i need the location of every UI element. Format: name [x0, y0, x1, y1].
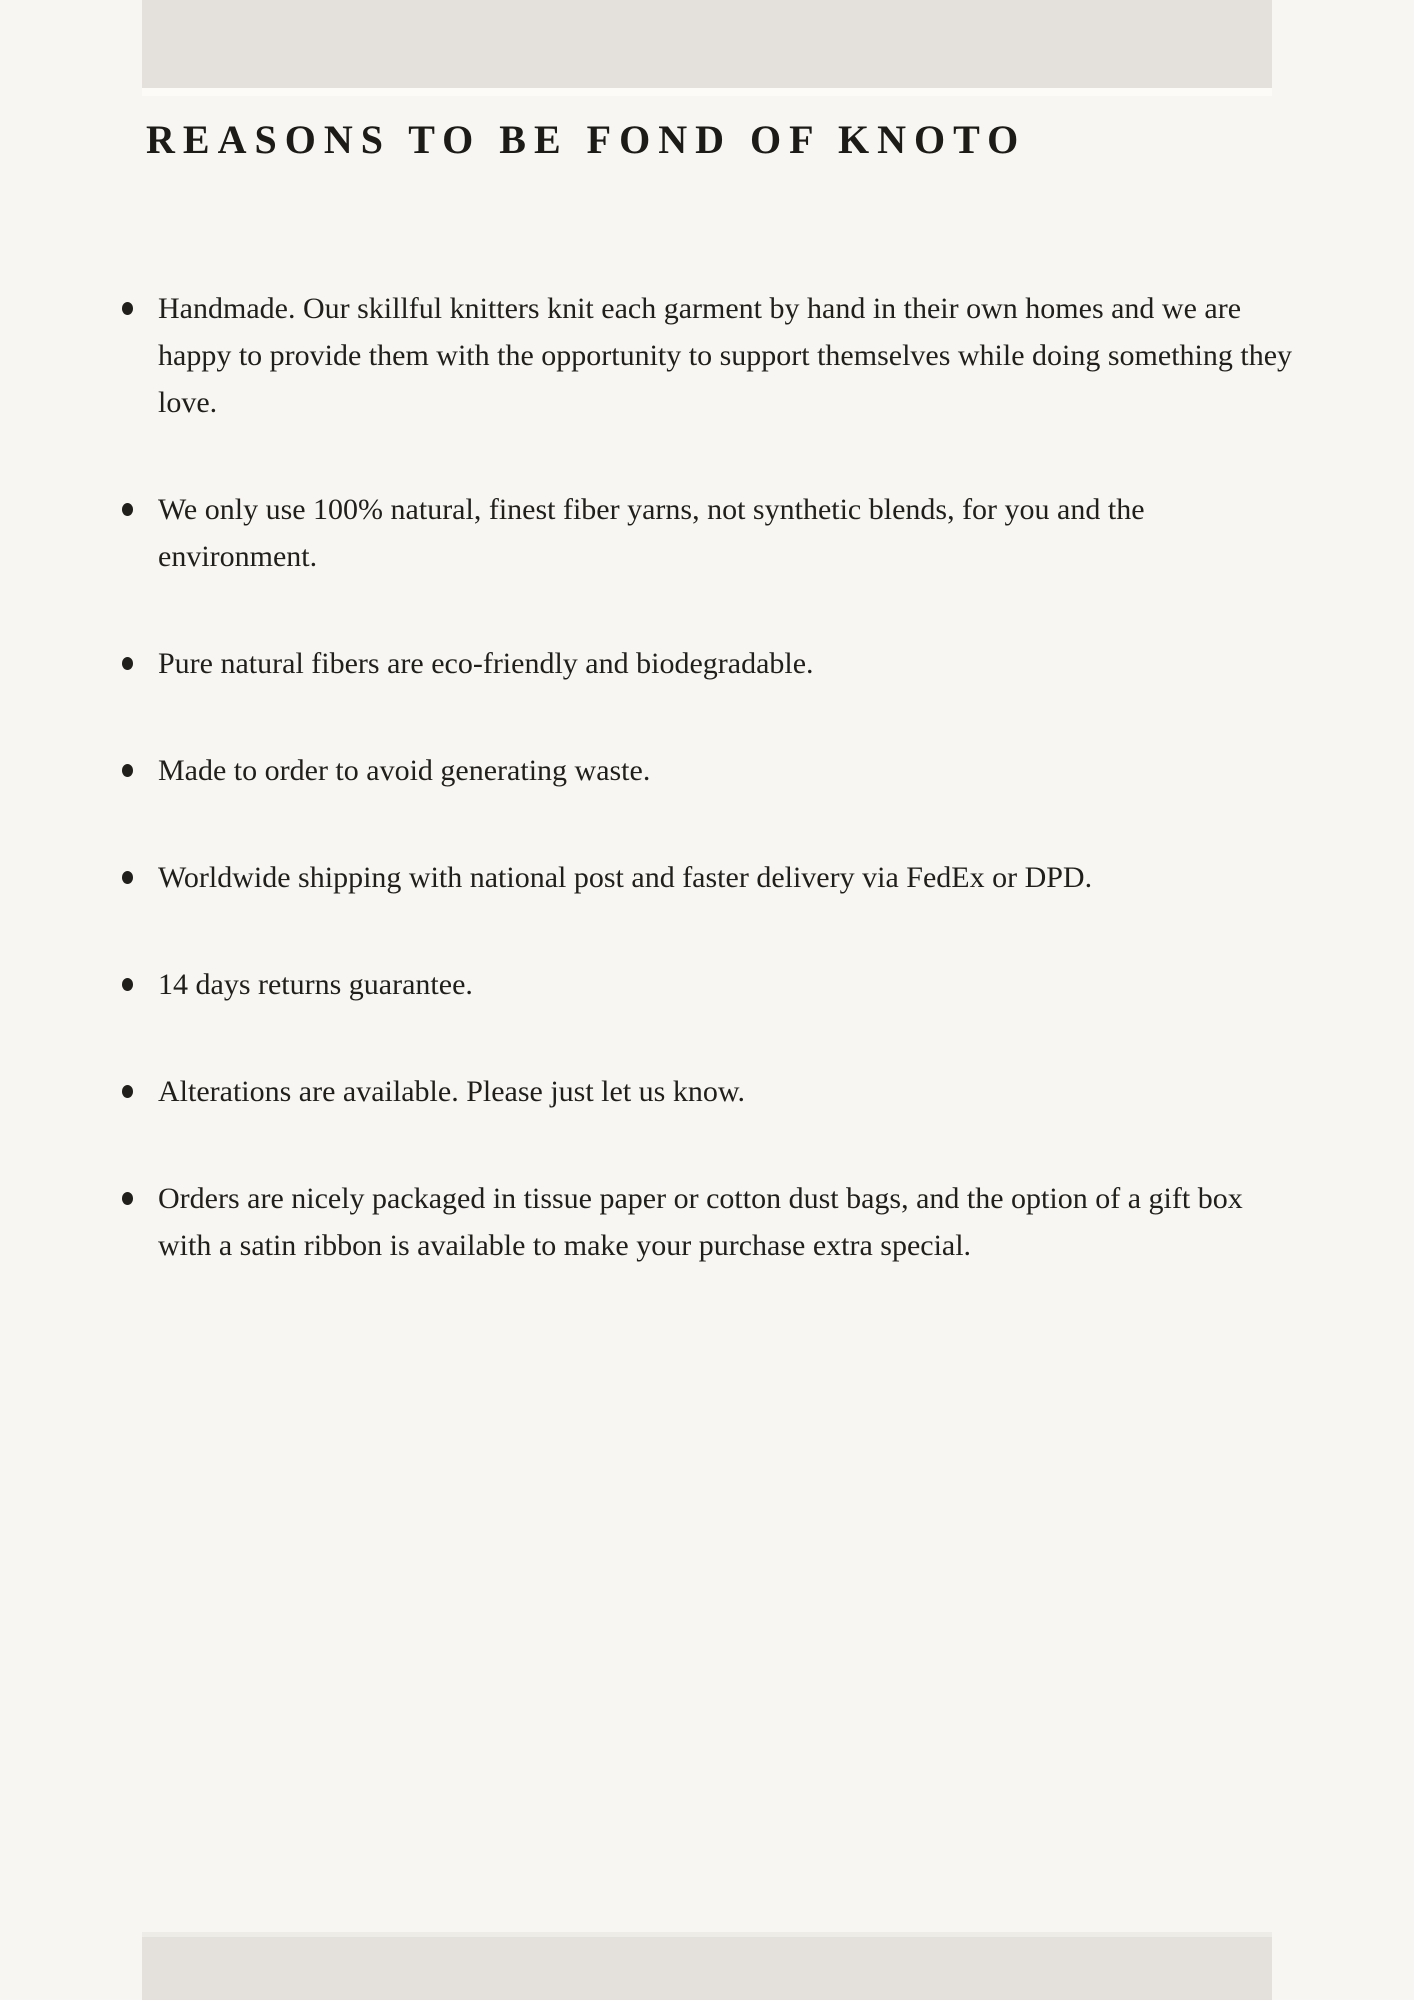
- reasons-bullet-list: [120, 285, 1295, 1329]
- top-decorative-band: [142, 0, 1272, 96]
- list-item: Pure natural fibers are eco-friendly and biodegradable.: [120, 640, 1295, 687]
- list-item: Orders are nicely packaged in tissue paper or cotton dust bags, and the option of a gift box with a satin ribbon is available to make your purchase extra special.: [120, 1175, 1295, 1269]
- list-item: 14 days returns guarantee.: [120, 961, 1295, 1008]
- list-item: Handmade. Our skillful knitters knit each garment by hand in their own homes and we are happy to provide them with the opportunity to support themselves while doing something they love.: [120, 285, 1295, 426]
- list-item: Worldwide shipping with national post and faster delivery via FedEx or DPD.: [120, 854, 1295, 901]
- page-title: REASONS TO BE FOND OF KNOTO: [146, 117, 1027, 162]
- list-item: Made to order to avoid generating waste.: [120, 747, 1295, 794]
- list-item: Alterations are available. Please just let us know.: [120, 1068, 1295, 1115]
- list-item: We only use 100% natural, finest fiber yarns, not synthetic blends, for you and the environment.: [120, 486, 1295, 580]
- bottom-decorative-band: [142, 1932, 1272, 2000]
